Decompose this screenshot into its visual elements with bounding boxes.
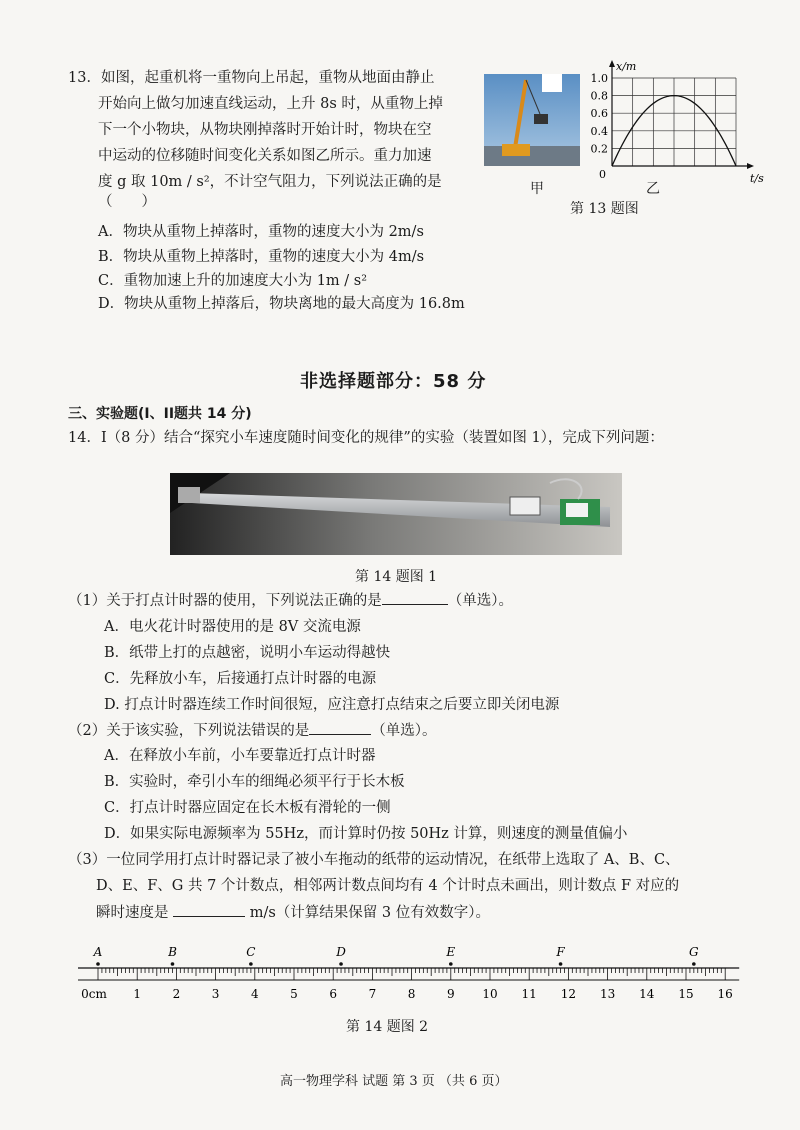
chart-axes	[609, 60, 754, 169]
q13-option-b: B．物块从重物上掉落时，重物的速度大小为 4m/s	[98, 249, 425, 265]
q14-p1-stem-text: （1）关于打点计时器的使用，下列说法正确的是	[68, 593, 382, 609]
q14-p2-stem-text: （2）关于该实验，下列说法错误的是	[68, 723, 310, 739]
q14-p1-option-a: A．电火花计时器使用的是 8V 交流电源	[104, 619, 361, 635]
q14-p2-option-d: D．如果实际电源频率为 55Hz，而计算时仍按 50Hz 计算，则速度的测量值偏小	[104, 826, 628, 842]
y-axis-label: x/m	[616, 60, 637, 73]
count-point-label: A	[93, 945, 103, 959]
y-tick-label: 0.8	[590, 89, 608, 103]
ruler-number: 8	[407, 987, 416, 1001]
ruler-number: 1	[133, 987, 142, 1001]
tape-ruler	[78, 936, 738, 1008]
ruler-number: 13	[599, 987, 616, 1001]
origin-label: 0	[599, 168, 606, 181]
xt-graph	[586, 62, 762, 190]
count-point-dot	[339, 962, 343, 966]
ruler-number: 2	[172, 987, 181, 1001]
q13-option-c: C．重物加速上升的加速度大小为 1m / s²	[98, 273, 368, 289]
count-point-label: C	[246, 945, 256, 959]
ruler-number: 9	[446, 987, 455, 1001]
section-title: 非选择题部分：58 分	[300, 371, 487, 392]
q14-p2-option-c: C．打点计时器应固定在长木板有滑轮的一侧	[104, 800, 391, 816]
y-axis-arrow	[609, 60, 615, 67]
ruler-number: 12	[560, 987, 577, 1001]
crane-photo	[484, 74, 580, 166]
count-point-dot	[171, 962, 175, 966]
track-apparatus-photo	[170, 473, 622, 555]
count-point-label: B	[168, 945, 177, 959]
count-point-label: E	[446, 945, 456, 959]
ruler-number: 4	[250, 987, 259, 1001]
count-point-dot	[249, 962, 253, 966]
q14-p1-option-d: D. 打点计时器连续工作时间很短，应注意打点结束之后要立即关闭电源	[104, 697, 560, 713]
count-point-dot	[692, 962, 696, 966]
label-yi: 乙	[646, 181, 660, 197]
q14-fig1-caption: 第 14 题图 1	[355, 569, 438, 585]
q13-line: 中运动的位移随时间变化关系如图乙所示。重力加速	[98, 148, 432, 164]
q14-p2-suffix: （单选）。	[371, 723, 437, 739]
q14-p1-option-b: B．纸带上打的点越密，说明小车运动得越快	[104, 645, 391, 661]
section-subtitle: 三、实验题(I、II题共 14 分)	[68, 406, 252, 422]
q13-option-d: D．物块从重物上掉落后，物块离地的最大高度为 16.8m	[98, 296, 465, 312]
q13-line: 下一个小物块，从物块刚掉落时开始计时，物块在空	[98, 122, 432, 138]
q14-p2-stem	[68, 720, 436, 741]
q14-p1-stem	[68, 590, 513, 611]
answer-blank[interactable]	[382, 590, 448, 605]
q13-line: （ ）	[98, 194, 156, 210]
q14-p2-option-a: A．在释放小车前，小车要靠近打点计时器	[104, 748, 376, 764]
ruler-number: 3	[211, 987, 220, 1001]
q13-line: 开始向上做匀加速直线运动，上升 8s 时，从重物上掉	[98, 96, 443, 112]
q14-p3-line2: D、E、F、G 共 7 个计数点，相邻两计数点间均有 4 个计时点未画出，则计数点 F 对应的	[96, 878, 680, 894]
ruler-number: 16	[717, 987, 733, 1001]
y-tick-label: 1.0	[590, 72, 608, 85]
count-point-label: F	[556, 945, 565, 959]
count-point-dot	[96, 962, 100, 966]
chart-grid	[612, 78, 736, 166]
q13-line: 度 g 取 10m / s²，不计空气阻力，下列说法正确的是	[98, 174, 442, 190]
q14-p3-line3-a: 瞬时速度是	[96, 905, 169, 921]
q13-option-a: A．物块从重物上掉落时，重物的速度大小为 2m/s	[98, 224, 424, 240]
q14-p3-line3-b: m/s（计算结果保留 3 位有效数字）。	[249, 905, 490, 921]
answer-blank[interactable]	[309, 720, 371, 735]
label-jia: 甲	[530, 181, 544, 197]
ruler-number: 14	[639, 987, 655, 1001]
q13-line: 13．如图，起重机将一重物向上吊起，重物从地面由静止	[68, 70, 435, 86]
ruler-number: 6	[329, 987, 338, 1001]
page-footer: 高一物理学科 试题 第 3 页 （共 6 页）	[280, 1074, 508, 1089]
count-point-label: G	[689, 945, 699, 959]
q14-intro: 14．I（8 分）结合“探究小车速度随时间变化的规律”的实验（装置如图 1），完成下列问题：	[68, 430, 664, 446]
ruler-number: 15	[678, 987, 694, 1001]
ruler-number: 11	[521, 987, 537, 1001]
q13-figure-caption: 第 13 题图	[570, 201, 639, 217]
x-axis-label: t/s	[750, 172, 764, 185]
y-tick-label: 0.4	[590, 124, 608, 138]
q14-p1-option-c: C．先释放小车，后接通打点计时器的电源	[104, 671, 377, 687]
count-point-dot	[449, 962, 453, 966]
q14-p3-line3	[96, 902, 490, 923]
ruler-number: 10	[482, 987, 498, 1001]
q14-p3-line1: （3）一位同学用打点计时器记录了被小车拖动的纸带的运动情况，在纸带上选取了 A、B、C、	[68, 852, 680, 868]
x-axis-arrow	[747, 163, 754, 169]
answer-blank[interactable]	[173, 902, 245, 917]
ruler-unit-label: 0cm	[81, 987, 107, 1001]
q14-fig2-caption: 第 14 题图 2	[346, 1019, 429, 1035]
count-point-dot	[559, 962, 563, 966]
q14-p1-suffix: （单选）。	[447, 593, 513, 609]
y-tick-label: 0.2	[590, 142, 608, 156]
ruler-number: 5	[290, 987, 298, 1001]
count-point-label: D	[336, 945, 346, 959]
y-tick-label: 0.6	[590, 107, 608, 121]
ruler-number: 7	[368, 987, 377, 1001]
q14-p2-option-b: B．实验时，牵引小车的细绳必须平行于长木板	[104, 774, 405, 790]
